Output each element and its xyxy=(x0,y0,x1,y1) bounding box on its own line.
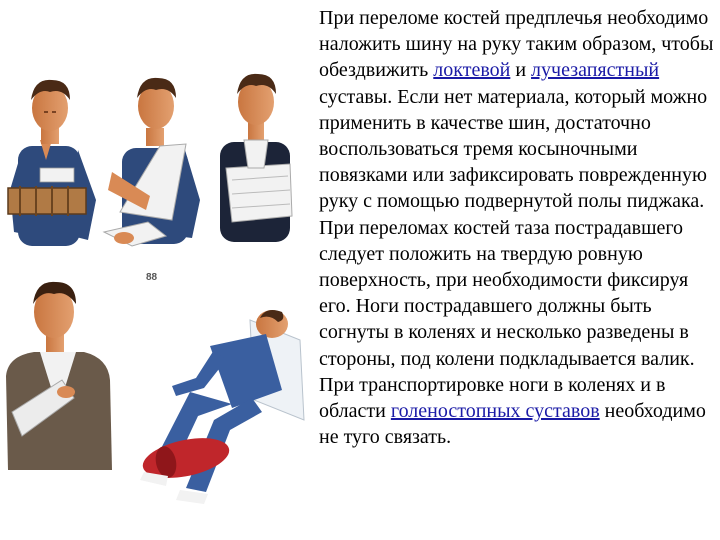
link-ankle-joints[interactable]: голеностопных суставов xyxy=(390,400,600,423)
text-column xyxy=(319,5,714,450)
figure-pelvis-fracture-position xyxy=(139,310,304,504)
figure-arm-sling xyxy=(104,78,200,246)
figure-bandaged-chest xyxy=(220,74,292,242)
paragraph1-text-part2: и xyxy=(510,59,532,82)
figure-jacket-flap xyxy=(6,282,112,470)
figure-number-label: 88 xyxy=(146,272,158,283)
paragraph-pelvis-fracture xyxy=(319,215,714,451)
link-wrist-joint[interactable]: лучезапястный xyxy=(531,59,660,82)
figure-forearm-splint xyxy=(8,80,96,246)
paragraph1-text-part1: При переломе костей предплечья необходимо наложить шину на руку таким образом, чтобы обездвижить xyxy=(319,7,714,82)
paragraph2-text-part2: необходимо не туго связать. xyxy=(319,400,706,449)
link-elbow-joint[interactable]: локтевой xyxy=(433,59,511,82)
first-aid-illustrations xyxy=(0,0,312,540)
paragraph1-text-part3: суставы. Если нет материала, который можно применить в качестве шин, достаточно воспользоваться тремя косыночными повязками или зафиксировать поврежденную руку с помощью подвернутой полы пиджака. xyxy=(319,85,708,213)
paragraph-forearm-fracture xyxy=(319,5,714,215)
paragraph2-text-part1: При переломах костей таза пострадавшего следует положить на твердую ровную поверхность, при необходимости фиксируя его. Ноги пострадавшего должны быть согнуты в коленях и несколько разведены в стороны, под колени подкладывается валик. При транспортировке ноги в коленях и в области xyxy=(319,216,695,423)
